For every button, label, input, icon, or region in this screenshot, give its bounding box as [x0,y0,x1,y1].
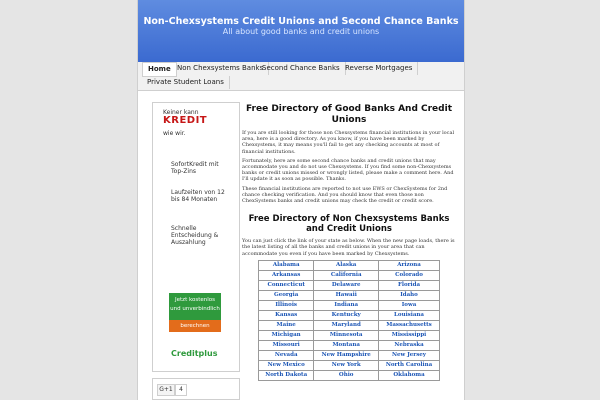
state-link[interactable]: Kentucky [314,310,379,320]
ad-brand-logo: Creditplus [171,349,218,358]
state-link[interactable]: Connecticut [259,280,314,290]
table-row [259,320,440,330]
nav-item-reverse-mortgages[interactable]: Reverse Mortgages [340,62,418,75]
gplus-count: 4 [175,384,187,396]
ad-headline-1: Keiner kann [163,109,199,116]
table-row [259,370,440,380]
table-row [259,300,440,310]
state-link[interactable]: New Jersey [379,350,440,360]
table-row [259,290,440,300]
state-link[interactable]: Nebraska [379,340,440,350]
state-link[interactable]: Nevada [259,350,314,360]
state-link[interactable]: Michigan [259,330,314,340]
state-link[interactable]: Mississippi [379,330,440,340]
table-row [259,270,440,280]
site-header [138,0,464,62]
state-link[interactable]: Oklahoma [379,370,440,380]
creditplus-ad[interactable] [152,102,240,372]
nav-item-second-chance-banks[interactable]: Second Chance Banks [257,62,346,75]
table-row [259,260,440,270]
state-link[interactable]: New York [314,360,379,370]
state-link[interactable]: Florida [379,280,440,290]
state-link[interactable]: Hawaii [314,290,379,300]
state-link[interactable]: Illinois [259,300,314,310]
ad-calculate-button[interactable]: berechnen [169,320,221,332]
paragraph-4: You can just click the link of your state as below. When the new page loads, there is the latest listing of all the banks and credit unions in your area that can accommodate you even if you have been marked by Chexsystems. [242,238,455,257]
state-link[interactable]: Georgia [259,290,314,300]
ad-headline-2: KREDIT [163,115,208,126]
gplus-button[interactable]: G+1 [157,384,175,396]
nav-item-home[interactable]: Home [142,62,177,77]
nav-item-private-student-loans[interactable]: Private Student Loans [142,76,230,89]
table-row [259,350,440,360]
state-link[interactable]: Delaware [314,280,379,290]
state-link[interactable]: Louisiana [379,310,440,320]
states-table [258,260,440,381]
main-nav [138,62,464,91]
paragraph-1: If you are still looking for those non Chexsystems financial institutions in your local area, here is a good directory. As you know, if you have been marked by Chexsystems, it may means you'll fail to get any checking accounts at most of financial institutions. [242,130,455,155]
nav-item-non-chexsystems-banks[interactable]: Non Chexsystems Banks [172,62,269,75]
table-row [259,340,440,350]
table-row [259,330,440,340]
page-container [137,0,465,400]
state-link[interactable]: Colorado [379,270,440,280]
state-link[interactable]: Maine [259,320,314,330]
state-link[interactable]: Missouri [259,340,314,350]
state-link[interactable]: Alabama [259,260,314,270]
state-link[interactable]: Minnesota [314,330,379,340]
table-row [259,360,440,370]
ad-bullet-2: Laufzeiten von 12 bis 84 Monaten [171,189,225,203]
ad-bullet-1: SofortKredit mit Top-Zins [171,161,219,175]
gplus-widget [152,378,240,400]
ad-headline-3: wie wir. [163,130,186,137]
section-title: Free Directory of Non Chexsystems Banks and Credit Unions [248,214,450,235]
state-link[interactable]: Montana [314,340,379,350]
state-link[interactable]: North Dakota [259,370,314,380]
state-link[interactable]: Kansas [259,310,314,320]
state-link[interactable]: Alaska [314,260,379,270]
ad-cta-box[interactable]: Jetzt kostenlos und unverbindlich [169,293,221,332]
state-link[interactable]: North Carolina [379,360,440,370]
state-link[interactable]: California [314,270,379,280]
paragraph-3: These financial institutions are reported to not use EWS or ChexSystems for 2nd chance checking verification. And you should know that even those non ChexSystems banks and credit unions may check the credit or credit score. [242,185,448,205]
site-tagline: All about good banks and credit unions [222,27,380,36]
state-link[interactable]: Indiana [314,300,379,310]
page-title: Free Directory of Good Banks And Credit Unions [245,104,452,125]
state-link[interactable]: New Hampshire [314,350,379,360]
state-link[interactable]: Idaho [379,290,440,300]
main-content [242,104,456,381]
state-link[interactable]: New Mexico [259,360,314,370]
paragraph-2: Fortunately, here are some second chance banks and credit unions that may accommodate you and do not use Chexsystems. If you find some non-Chexsystems banks or credit unions missed or wrongly listed, please make a comment here. And I'll update it as soon as possible. Thanks. [242,157,454,183]
state-link[interactable]: Arkansas [259,270,314,280]
state-link[interactable]: Ohio [314,370,379,380]
state-link[interactable]: Maryland [314,320,379,330]
state-link[interactable]: Arizona [379,260,440,270]
ad-bullet-3: Schnelle Entscheidung & Auszahlung [171,225,219,246]
site-title[interactable]: Non-Chexsystems Credit Unions and Second Chance Banks [143,16,459,27]
table-row [259,310,440,320]
table-row [259,280,440,290]
state-link[interactable]: Massachusetts [379,320,440,330]
state-link[interactable]: Iowa [379,300,440,310]
